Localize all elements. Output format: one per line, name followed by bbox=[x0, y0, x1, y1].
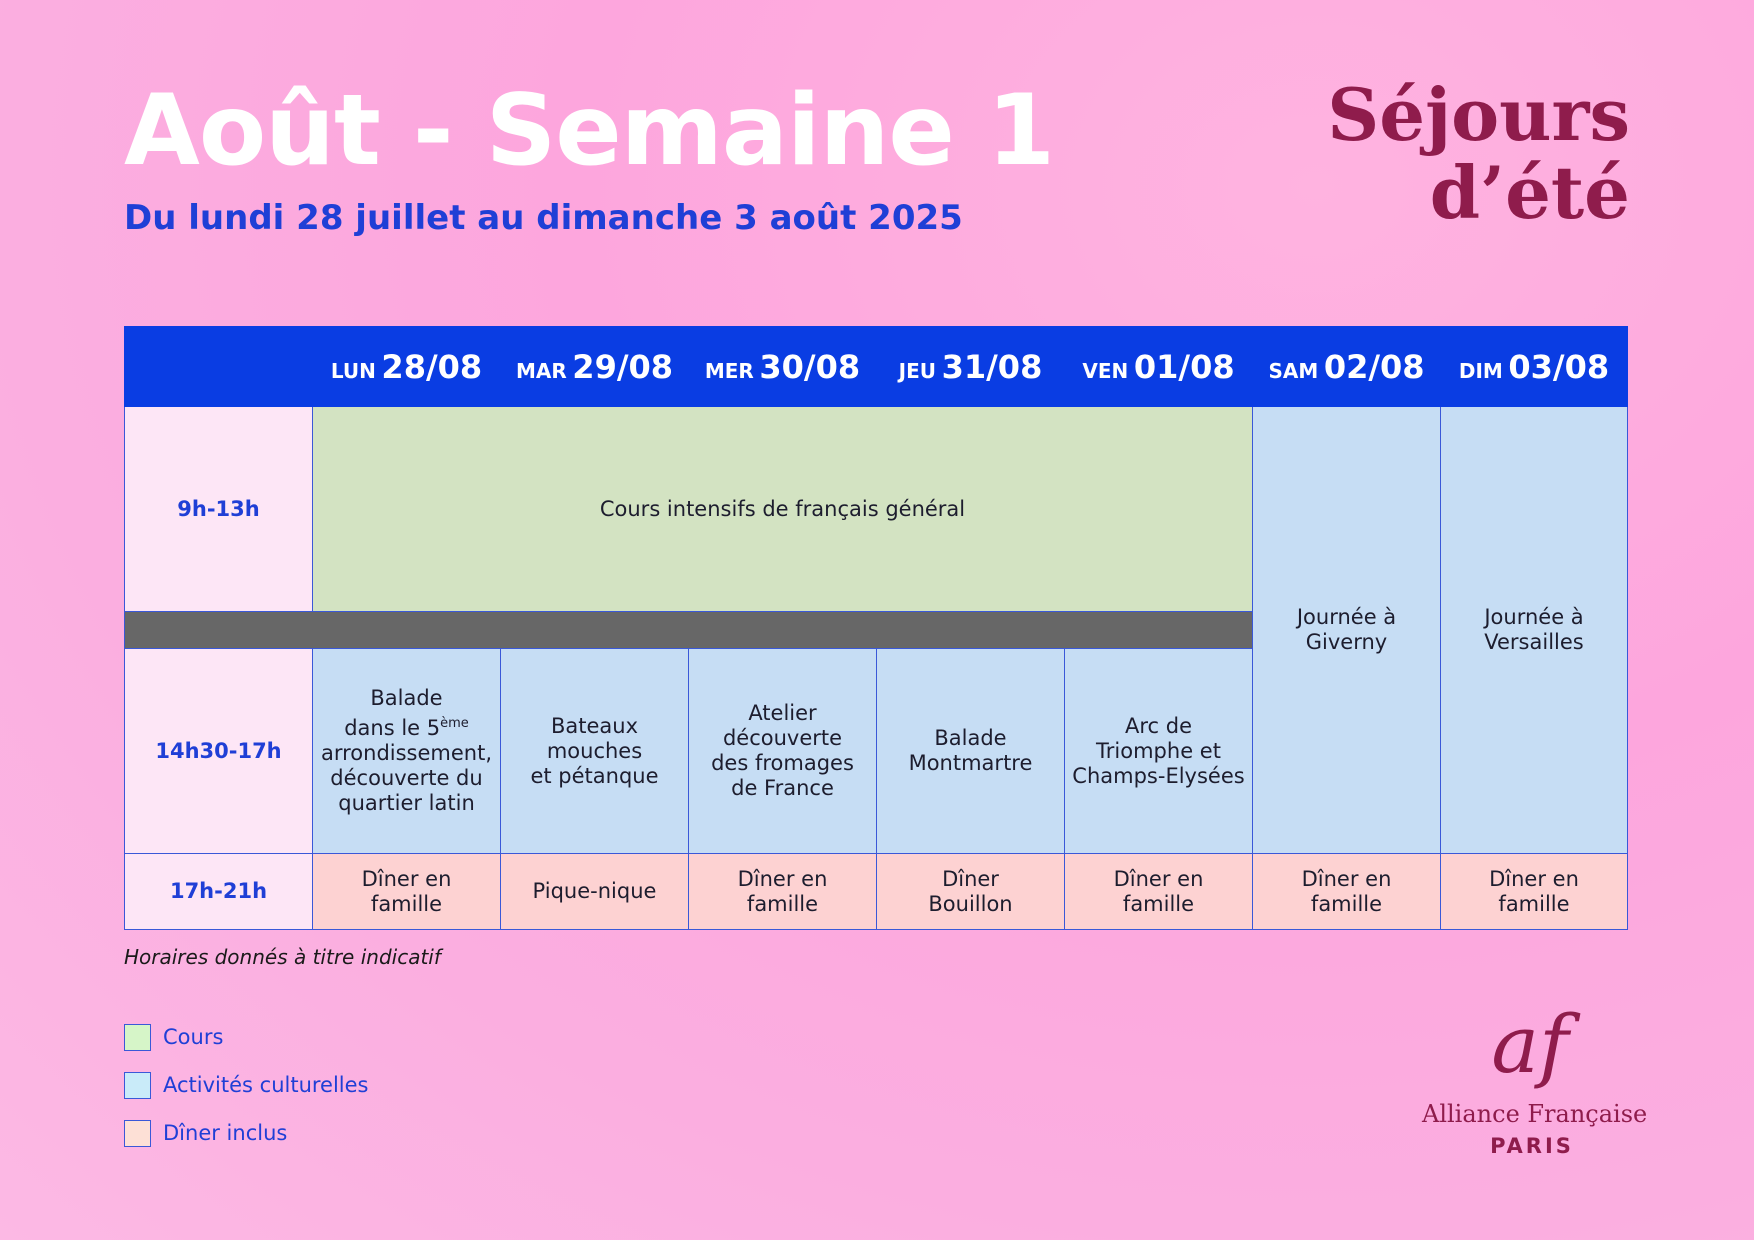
activity-line: Champs-Elysées bbox=[1072, 763, 1245, 788]
dinner-thu bbox=[877, 854, 1065, 930]
brand-line-1: Séjours bbox=[1327, 72, 1630, 157]
page-subtitle: Du lundi 28 juillet au dimanche 3 août 2025 bbox=[124, 198, 963, 238]
page-title: Août - Semaine 1 bbox=[124, 74, 1055, 188]
day-abbr: LUN bbox=[330, 358, 376, 383]
course-cell: Cours intensifs de français général bbox=[313, 407, 1253, 612]
dinner-line: famille bbox=[370, 891, 443, 916]
legend-label: Activités culturelles bbox=[163, 1073, 369, 1097]
af-monogram-text: af bbox=[1491, 998, 1569, 1091]
logo-city: PARIS bbox=[1490, 1134, 1574, 1158]
activity-line: découverte du bbox=[330, 766, 483, 790]
day-header-wed bbox=[689, 327, 877, 407]
header-row bbox=[125, 327, 1628, 407]
legend-item-diner bbox=[124, 1118, 369, 1148]
day-header-sun bbox=[1441, 327, 1628, 407]
dinner-line: Dîner en bbox=[361, 866, 452, 891]
activity-line: des fromages bbox=[711, 751, 854, 775]
day-date: 30/08 bbox=[759, 347, 861, 386]
time-slot-afternoon: 14h30-17h bbox=[125, 649, 313, 854]
activity-line: Balade bbox=[934, 726, 1007, 750]
dinner-line: Dîner en bbox=[737, 866, 828, 891]
dinner-line: Pique-nique bbox=[532, 879, 657, 903]
dinner-line: famille bbox=[1310, 891, 1383, 916]
day-abbr: JEU bbox=[898, 358, 936, 383]
day-abbr: VEN bbox=[1082, 358, 1129, 383]
day-date: 01/08 bbox=[1133, 347, 1235, 386]
dinner-tue bbox=[501, 854, 689, 930]
day-date: 03/08 bbox=[1508, 347, 1610, 386]
legend-swatch bbox=[124, 1120, 151, 1147]
activity-line: Balade bbox=[370, 686, 443, 710]
activity-line: Versailles bbox=[1484, 630, 1584, 654]
dinner-fri bbox=[1065, 854, 1253, 930]
day-date: 29/08 bbox=[572, 347, 674, 386]
morning-row bbox=[125, 407, 1628, 612]
day-header-mon bbox=[313, 327, 501, 407]
dinner-line: Dîner en bbox=[1113, 866, 1204, 891]
dinner-line: famille bbox=[1122, 891, 1195, 916]
activity-line: Journée à bbox=[1484, 605, 1584, 629]
day-header-tue bbox=[501, 327, 689, 407]
legend-label: Cours bbox=[163, 1025, 224, 1049]
evening-row bbox=[125, 854, 1628, 930]
legend bbox=[124, 1022, 369, 1166]
dinner-line: Bouillon bbox=[928, 891, 1013, 916]
day-abbr: MAR bbox=[515, 358, 567, 383]
activity-line: de France bbox=[731, 776, 834, 800]
time-slot-evening: 17h-21h bbox=[125, 854, 313, 930]
activity-wed bbox=[689, 649, 877, 854]
day-date: 31/08 bbox=[941, 347, 1043, 386]
dinner-line: Dîner en bbox=[1301, 866, 1392, 891]
time-slot-morning: 9h-13h bbox=[125, 407, 313, 612]
day-header-sat bbox=[1253, 327, 1441, 407]
dinner-line: famille bbox=[746, 891, 819, 916]
weekend-activity-sun bbox=[1441, 407, 1628, 854]
activity-text: dans le 5 bbox=[344, 716, 441, 740]
legend-item-activites bbox=[124, 1070, 369, 1100]
dinner-line: famille bbox=[1498, 891, 1570, 916]
logo-name: Alliance Française bbox=[1422, 1100, 1648, 1128]
day-header-thu bbox=[877, 327, 1065, 407]
corner-header-cell bbox=[125, 327, 313, 407]
af-monogram-icon bbox=[1472, 996, 1592, 1096]
activity-mon bbox=[313, 649, 501, 854]
dinner-line: Dîner bbox=[942, 866, 999, 891]
activity-tue bbox=[501, 649, 689, 854]
activity-line: Bateaux bbox=[550, 713, 639, 738]
day-abbr: MER bbox=[704, 358, 754, 383]
day-date: 28/08 bbox=[381, 347, 483, 386]
activity-line: mouches bbox=[546, 738, 643, 763]
activity-line: et pétanque bbox=[530, 763, 659, 788]
activity-line: Atelier bbox=[748, 701, 817, 725]
day-date: 02/08 bbox=[1323, 347, 1425, 386]
activity-line bbox=[319, 711, 494, 741]
dinner-line: Dîner en bbox=[1489, 866, 1579, 891]
legend-swatch bbox=[124, 1072, 151, 1099]
activity-thu bbox=[877, 649, 1065, 854]
ordinal-suffix: ème bbox=[440, 716, 469, 731]
activity-line: quartier latin bbox=[338, 791, 475, 815]
schedule-note: Horaires donnés à titre indicatif bbox=[124, 945, 441, 969]
alliance-francaise-logo bbox=[1422, 996, 1648, 1158]
schedule-table bbox=[124, 326, 1628, 930]
dinner-sat bbox=[1253, 854, 1441, 930]
dinner-sun bbox=[1441, 854, 1628, 930]
activity-line: arrondissement, bbox=[320, 741, 493, 765]
legend-swatch bbox=[124, 1024, 151, 1051]
lunch-break-bar bbox=[125, 612, 1253, 649]
brand-heading bbox=[1327, 72, 1630, 235]
activity-line: Arc de bbox=[1124, 713, 1192, 738]
legend-item-cours bbox=[124, 1022, 369, 1052]
dinner-wed bbox=[689, 854, 877, 930]
activity-line: Journée à bbox=[1296, 605, 1397, 629]
day-header-fri bbox=[1065, 327, 1253, 407]
activity-line: Triomphe et bbox=[1096, 738, 1221, 763]
dinner-mon bbox=[313, 854, 501, 930]
weekend-activity-sat bbox=[1253, 407, 1441, 854]
activity-line: découverte bbox=[722, 726, 843, 750]
activity-line: Montmartre bbox=[908, 751, 1033, 775]
brand-line-2: d’été bbox=[1429, 150, 1630, 235]
activity-fri bbox=[1065, 649, 1253, 854]
day-abbr: SAM bbox=[1268, 358, 1319, 383]
day-abbr: DIM bbox=[1458, 358, 1503, 383]
activity-line: Giverny bbox=[1305, 630, 1388, 654]
legend-label: Dîner inclus bbox=[163, 1121, 288, 1145]
